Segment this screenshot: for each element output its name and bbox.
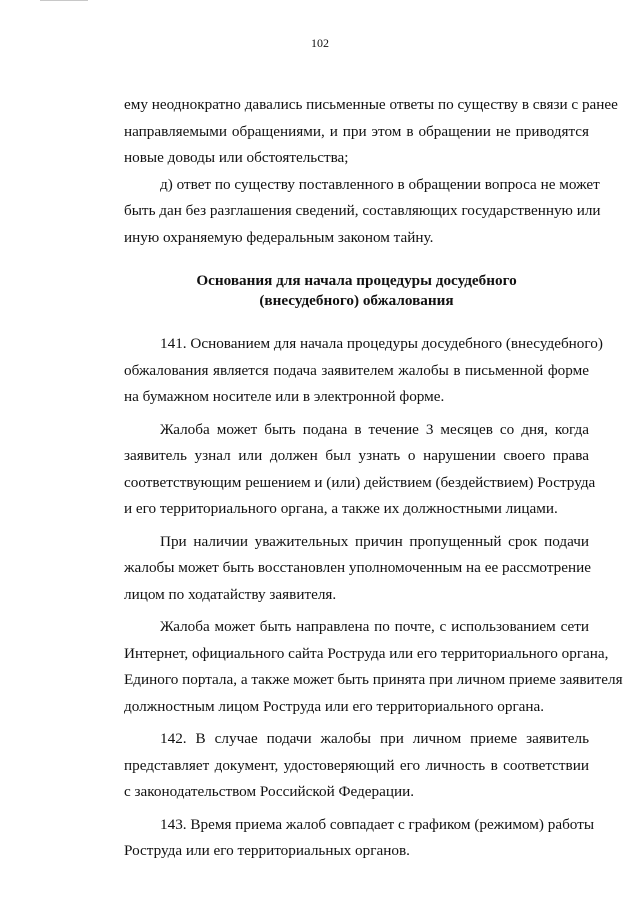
paragraph-submission-channels [124,614,623,720]
text-line: жалобы может быть восстановлен уполномоченным на ее рассмотрение [124,559,591,576]
section-heading [124,271,589,311]
text-line: д) ответ по существу поставленного в обращении вопроса не может [160,175,600,193]
text-line: должностным лицом Роструда или его территориального органа. [124,697,545,715]
text-line: иную охраняемую федеральным законом тайну. [124,228,434,246]
heading-line: Основания для начала процедуры досудебного [196,272,517,289]
paragraph-143 [124,812,595,865]
text-line: заявитель узнал или должен был узнать о нарушении своего права [124,447,589,464]
paragraph-continuation [124,92,618,172]
text-line: Жалоба может быть направлена по почте, с использованием сети [160,618,589,635]
text-line: 143. Время приема жалоб совпадает с графиком (режимом) работы [160,815,595,833]
text-line: Единого портала, а также может быть принята при личном приеме заявителя [124,671,623,688]
document-body [124,92,623,865]
text-line: 142. В случае подачи жалобы при личном приеме заявитель [160,730,589,747]
text-line: направляемыми обращениями, и при этом в обращении не приводятся [124,122,589,140]
text-line: При наличии уважительных причин пропущенный срок подачи [160,532,589,550]
text-line: соответствующим решением и (или) действием (бездействием) Роструда [124,473,596,491]
paragraph-142 [124,726,589,806]
text-line: обжалования является подача заявителем жалобы в письменной форме [124,361,589,379]
text-line: лицом по ходатайству заявителя. [124,585,337,603]
text-line: представляет документ, удостоверяющий его личность в соответствии [124,756,589,774]
text-line: на бумажном носителе или в электронной форме. [124,388,445,405]
paragraph-restore-term [124,529,589,609]
paragraph-item-d [124,172,601,252]
heading-line: (внесудебного) обжалования [259,292,454,309]
text-line: с законодательством Российской Федерации. [124,783,415,800]
text-line: новые доводы или обстоятельства; [124,149,349,166]
page-number: 102 [311,36,329,50]
scan-edge-mark [40,0,88,1]
paragraph-141 [124,331,603,411]
text-line: ему неоднократно давались письменные ответы по существу в связи с ранее [124,96,618,113]
text-line: и его территориального органа, а также их должностными лицами. [124,500,558,517]
text-line: Жалоба может быть подана в течение 3 месяцев со дня, когда [160,420,589,438]
text-line: 141. Основанием для начала процедуры досудебного (внесудебного) [160,335,603,352]
text-line: Интернет, официального сайта Роструда или его территориального органа, [124,644,609,662]
paragraph-complaint-term [124,417,596,523]
text-line: быть дан без разглашения сведений, составляющих государственную или [124,202,601,219]
text-line: Роструда или его территориальных органов. [124,842,410,859]
